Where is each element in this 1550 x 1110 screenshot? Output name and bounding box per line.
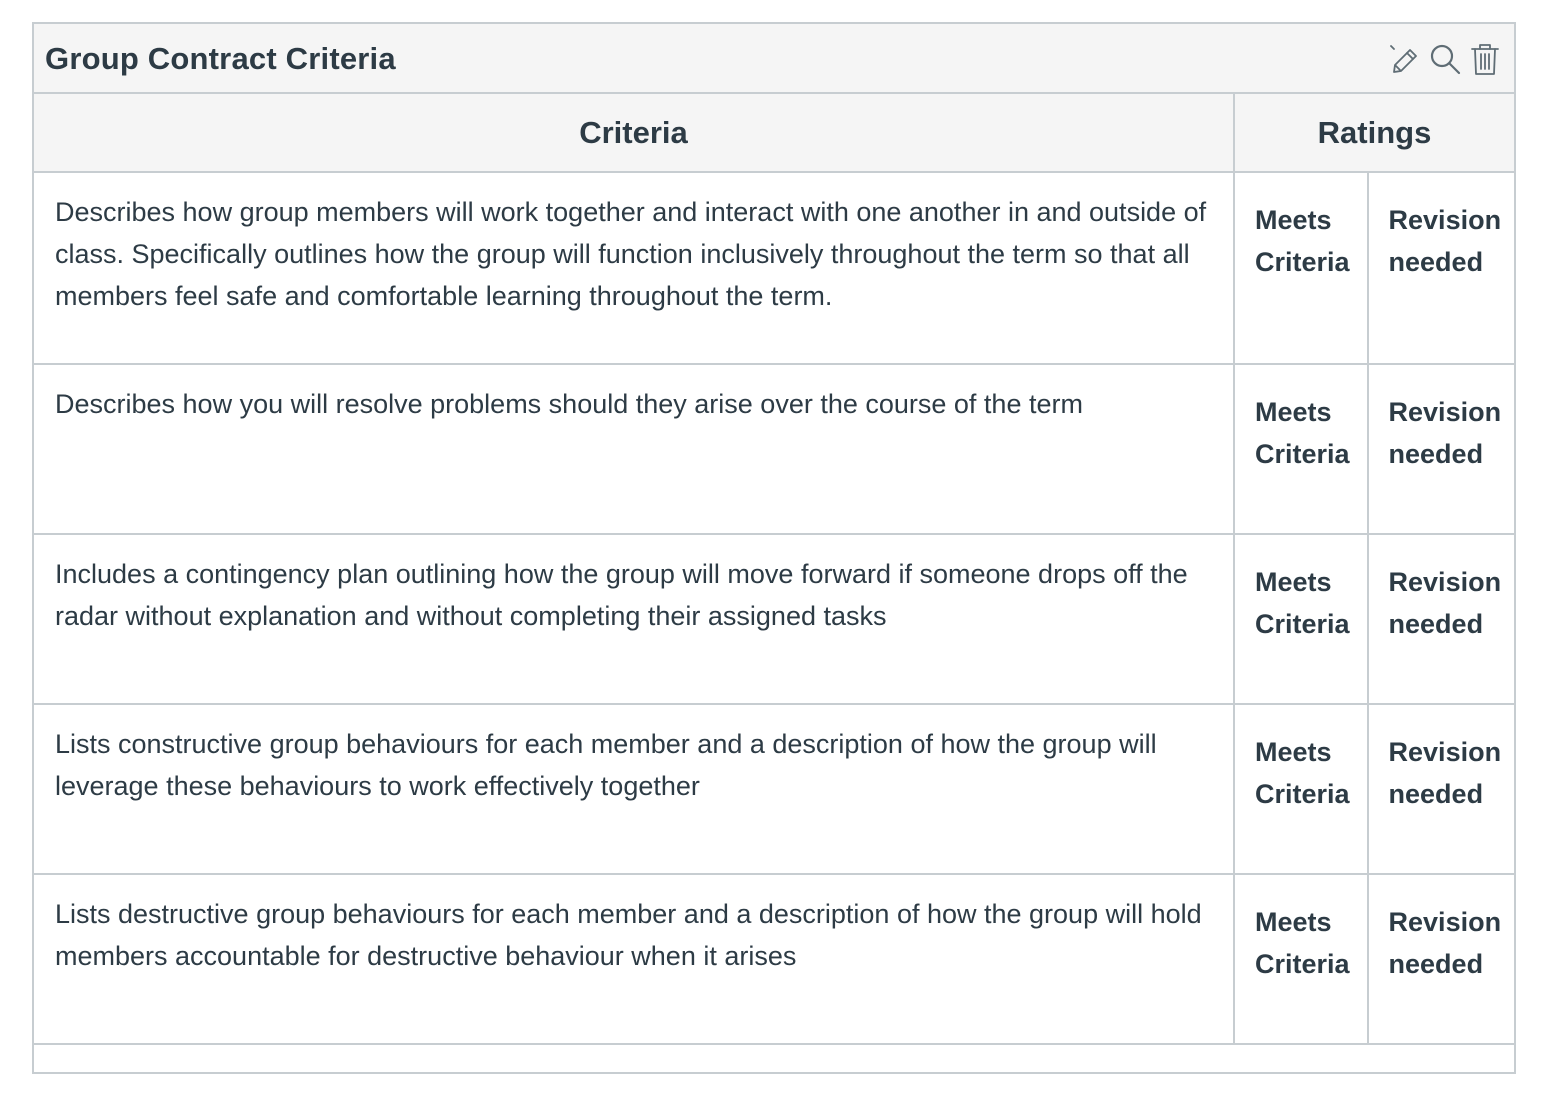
rating-label: Meets bbox=[1255, 567, 1332, 597]
criterion-description-cell bbox=[34, 704, 1234, 874]
rating-meets-criteria[interactable] bbox=[1235, 875, 1369, 1043]
criterion-description-cell bbox=[34, 172, 1234, 364]
criterion-row bbox=[34, 704, 1514, 874]
rating-meets-criteria[interactable] bbox=[1235, 705, 1369, 873]
rating-revision-needed[interactable] bbox=[1369, 173, 1514, 363]
rubric-actions bbox=[1386, 40, 1504, 78]
rating-label: Meets bbox=[1255, 205, 1332, 235]
rating-label: needed bbox=[1388, 949, 1484, 979]
criterion-description-cell bbox=[34, 364, 1234, 534]
rubric-table bbox=[34, 94, 1514, 1045]
rating-label: Revision bbox=[1388, 205, 1502, 235]
rating-label: Meets bbox=[1255, 737, 1332, 767]
rating-meets-criteria[interactable] bbox=[1235, 365, 1369, 533]
rating-label: Meets bbox=[1255, 397, 1332, 427]
rating-label: Criteria bbox=[1255, 439, 1350, 469]
rating-meets-criteria[interactable] bbox=[1235, 173, 1369, 363]
rating-label: Criteria bbox=[1255, 609, 1350, 639]
edit-icon[interactable] bbox=[1386, 40, 1424, 78]
criterion-row bbox=[34, 364, 1514, 534]
criterion-ratings-cell bbox=[1234, 874, 1514, 1044]
rating-label: Revision bbox=[1388, 907, 1502, 937]
criteria-column-header: Criteria bbox=[34, 94, 1234, 172]
criterion-description-cell bbox=[34, 874, 1234, 1044]
rating-label: Criteria bbox=[1255, 949, 1350, 979]
criterion-description: Includes a contingency plan outlining how the group will move forward if someone drops off the radar without explanation and without completing their assigned tasks bbox=[55, 559, 1188, 631]
rating-meets-criteria[interactable] bbox=[1235, 535, 1369, 703]
rating-revision-needed[interactable] bbox=[1369, 365, 1514, 533]
ratings-column-header: Ratings bbox=[1234, 94, 1514, 172]
criterion-description: Lists constructive group behaviours for each member and a description of how the group will leverage these behaviours to work effectively together bbox=[55, 729, 1157, 801]
rubric-header bbox=[34, 24, 1514, 94]
rating-revision-needed[interactable] bbox=[1369, 875, 1514, 1043]
rating-label: Meets bbox=[1255, 907, 1332, 937]
rating-label: Revision bbox=[1388, 397, 1502, 427]
criterion-description: Describes how you will resolve problems should they arise over the course of the term bbox=[55, 389, 1083, 419]
rating-revision-needed[interactable] bbox=[1369, 705, 1514, 873]
criterion-description: Lists destructive group behaviours for each member and a description of how the group will hold members accountable for destructive behaviour when it arises bbox=[55, 899, 1202, 971]
criterion-row bbox=[34, 534, 1514, 704]
rating-label: needed bbox=[1388, 779, 1484, 809]
criterion-description: Describes how group members will work together and interact with one another in and outside of class. Specifically outlines how the group will function inclusively throughout the term so that all members feel safe and comfortable learning throughout the term. bbox=[55, 197, 1207, 311]
trash-icon[interactable] bbox=[1466, 40, 1504, 78]
criterion-row bbox=[34, 172, 1514, 364]
criterion-description-cell bbox=[34, 534, 1234, 704]
criterion-ratings-cell bbox=[1234, 172, 1514, 364]
criterion-ratings-cell bbox=[1234, 704, 1514, 874]
rating-label: Revision bbox=[1388, 567, 1502, 597]
rating-revision-needed[interactable] bbox=[1369, 535, 1514, 703]
criterion-ratings-cell bbox=[1234, 534, 1514, 704]
rubric-table-header-row bbox=[34, 94, 1514, 172]
search-icon[interactable] bbox=[1426, 40, 1464, 78]
rubric-title: Group Contract Criteria bbox=[45, 41, 396, 76]
criterion-row bbox=[34, 874, 1514, 1044]
criterion-ratings-cell bbox=[1234, 364, 1514, 534]
rating-label: Criteria bbox=[1255, 247, 1350, 277]
rating-label: needed bbox=[1388, 247, 1484, 277]
rubric-panel bbox=[32, 22, 1516, 1074]
rating-label: needed bbox=[1388, 609, 1484, 639]
rating-label: needed bbox=[1388, 439, 1484, 469]
rating-label: Criteria bbox=[1255, 779, 1350, 809]
rating-label: Revision bbox=[1388, 737, 1502, 767]
